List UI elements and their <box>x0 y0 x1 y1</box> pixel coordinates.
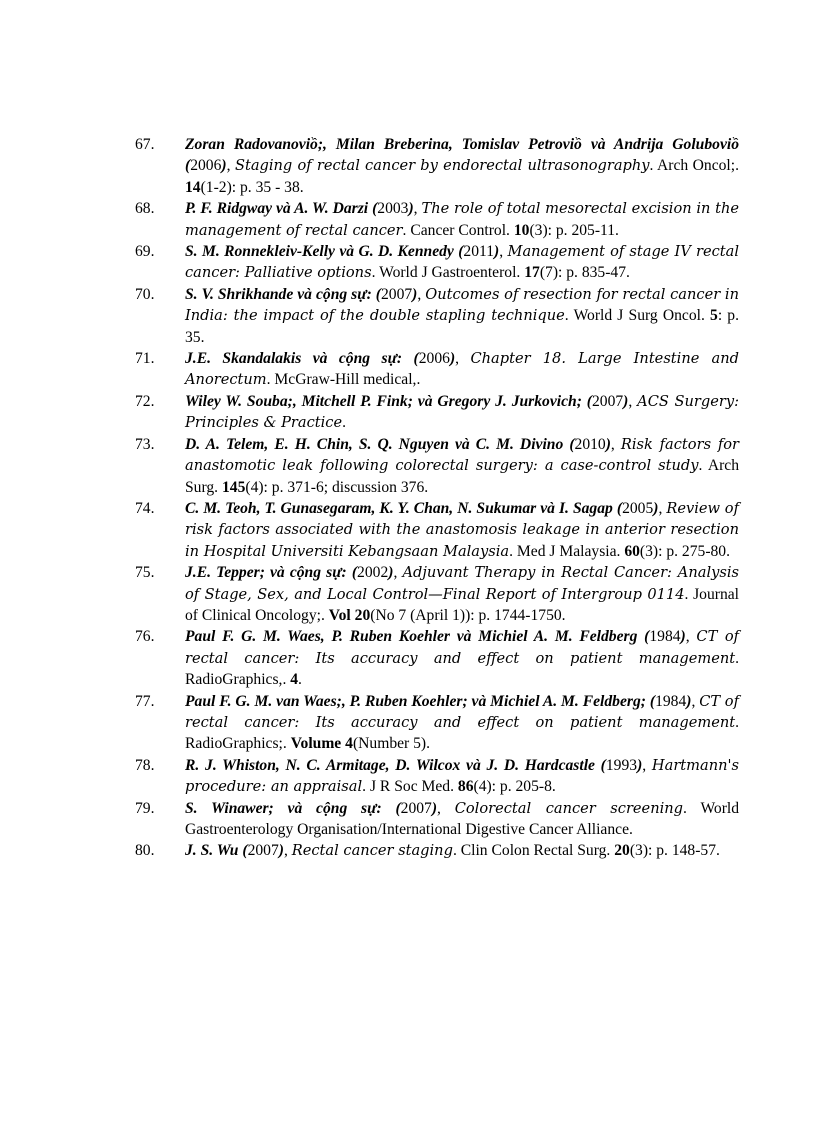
reference-text: P. F. Ridgway và A. W. Darzi (2003), The role of total mesorectal excision in the management of rectal cancer. Cancer Control. 10(3): p. 205-11. <box>185 200 739 239</box>
reference-pages: (No 7 (April 1)): p. 1744-1750. <box>370 606 566 624</box>
reference-year: 2005 <box>622 499 654 517</box>
reference-year: 1984 <box>655 692 687 710</box>
reference-pages: . <box>298 671 302 689</box>
reference-text: S. V. Shrikhande và cộng sự: (2007), Outcomes of resection for rectal cancer in India: the impact of the double stapling technique. World J Surg Oncol. 5: p. 35. <box>185 285 739 346</box>
reference-pages: : p. 35. <box>185 307 739 346</box>
reference-authors: J.E. Skandalakis và cộng sự: <box>185 350 414 368</box>
reference-year: 2007 <box>380 285 413 303</box>
reference-year: 2007 <box>400 799 432 817</box>
reference-item <box>135 798 739 841</box>
reference-number: 73. <box>135 435 155 453</box>
reference-year: 2007 <box>591 392 624 410</box>
reference-title: Risk factors for anastomotic leak following colorectal surgery: a case-control study <box>185 435 740 475</box>
reference-authors: S. V. Shrikhande và cộng sự: <box>185 285 376 303</box>
reference-pages: (1-2): p. 35 - 38. <box>200 178 304 196</box>
reference-item <box>135 284 739 348</box>
reference-volume: 86 <box>457 778 474 796</box>
reference-volume: 4 <box>290 671 299 689</box>
reference-authors: S. M. Ronnekleiv-Kelly và G. D. Kennedy <box>185 243 459 261</box>
reference-journal: Journal of Clinical Oncology;. <box>185 585 740 624</box>
reference-text: J. S. Wu (2007), Rectal cancer staging. Clin Colon Rectal Surg. 20(3): p. 148-57. <box>185 842 720 860</box>
reference-item <box>135 498 739 562</box>
reference-text: S. M. Ronnekleiv-Kelly và G. D. Kennedy (2011), Management of stage IV rectal cancer: Palliative options. World J Gastroenterol. 17(7): p. 835-47. <box>185 243 740 282</box>
reference-number: 79. <box>135 799 155 817</box>
reference-pages: (3): p. 148-57. <box>629 842 720 860</box>
reference-volume: 14 <box>185 178 201 196</box>
reference-year: 2003 <box>377 200 409 218</box>
reference-authors: S. Winawer; và cộng sự: <box>185 799 396 817</box>
reference-item <box>135 626 739 690</box>
reference-number: 69. <box>135 243 155 261</box>
reference-authors: Paul F. G. M. van Waes;, P. Ruben Koehler; và Michiel A. M. Feldberg; <box>185 692 650 710</box>
reference-journal: McGraw-Hill medical,. <box>274 371 421 389</box>
reference-authors: Wiley W. Souba;, Mitchell P. Fink; và Gregory J. Jurkovich; <box>185 392 587 410</box>
reference-text: Paul F. G. M. van Waes;, P. Ruben Koehler; và Michiel A. M. Feldberg; (1984), CT of rectal cancer: Its accuracy and effect on patient management. RadioGraphics;. Volume 4(Number 5). <box>185 692 739 753</box>
reference-item <box>135 391 739 434</box>
reference-volume: Vol 20 <box>328 606 371 624</box>
reference-text: C. M. Teoh, T. Gunasegaram, K. Y. Chan, N. Sukumar và I. Sagap (2005), Review of risk factors associated with the anastomosis leakage in anterior resection in Hospital Universiti Kebangsaan Malaysia. Med J Malaysia. 60(3): p. 275-80. <box>185 499 739 560</box>
reference-item <box>135 434 739 498</box>
reference-volume: 17 <box>524 264 540 282</box>
reference-title: Staging of rectal cancer by endorectal ultrasonography <box>234 157 650 175</box>
reference-text: D. A. Telem, E. H. Chin, S. Q. Nguyen và C. M. Divino (2010), Risk factors for anastomotic leak following colorectal surgery: a case-control study. Arch Surg. 145(4): p. 371-6; discussion 376. <box>185 435 740 496</box>
reference-text: Paul F. G. M. Waes, P. Ruben Koehler và Michiel A. M. Feldberg (1984), CT of rectal cancer: Its accuracy and effect on patient management. RadioGraphics,. 4. <box>185 628 740 689</box>
reference-text: Wiley W. Souba;, Mitchell P. Fink; và Gregory J. Jurkovich; (2007), ACS Surgery: Principles & Practice. <box>185 392 739 432</box>
reference-text: J.E. Tepper; và cộng sự: (2002), Adjuvant Therapy in Rectal Cancer: Analysis of Stage, Sex, and Local Control—Final Report of Intergroup 0114. Journal of Clinical Oncology;. Vol 20(No 7 (April 1)): p. 1744-1750. <box>185 564 740 624</box>
reference-volume: 20 <box>614 842 630 860</box>
reference-text: J.E. Skandalakis và cộng sự: (2006), Chapter 18. Large Intestine and Anorectum. McGraw-Hill medical,. <box>185 350 739 389</box>
reference-pages: (4): p. 205-8. <box>473 778 556 796</box>
reference-journal: World J Gastroenterol. <box>379 264 521 282</box>
reference-text: Zoran Radovanoviồ;, Milan Breberina, Tomislav Petroviồ và Andrija Goluboviồ (2006), Staging of rectal cancer by endorectal ultrasonography. Arch Oncol;. 14(1-2): p. 35 - 38. <box>185 136 739 196</box>
reference-year: 1993 <box>605 756 638 774</box>
reference-year: 2007 <box>247 842 279 860</box>
reference-volume: 145 <box>221 478 246 496</box>
reference-pages: (4): p. 371-6; discussion 376. <box>245 478 429 496</box>
reference-text: S. Winawer; và cộng sự: (2007), Colorectal cancer screening. World Gastroenterology Organisation/International Digestive Cancer Alliance. <box>185 799 740 838</box>
reference-title: Review of risk factors associated with the anastomosis leakage in anterior resection in Hospital Universiti Kebangsaan Malaysia <box>185 499 739 560</box>
reference-journal: World J Surg Oncol. <box>573 307 705 325</box>
reference-journal: Arch Oncol;. <box>657 157 739 175</box>
reference-number: 71. <box>135 350 155 368</box>
reference-title: Outcomes of resection for rectal cancer in India: the impact of the double stapling technique <box>185 285 739 325</box>
reference-item <box>135 198 739 241</box>
reference-item <box>135 134 739 198</box>
reference-pages: (7): p. 835-47. <box>539 264 630 282</box>
reference-authors: C. M. Teoh, T. Gunasegaram, K. Y. Chan, N. Sukumar và I. Sagap <box>185 499 617 517</box>
reference-year: 2006 <box>418 350 450 368</box>
reference-title: CT of rectal cancer: Its accuracy and effect on patient management <box>185 628 740 667</box>
reference-journal: Med J Malaysia. <box>516 542 625 560</box>
reference-text: R. J. Whiston, N. C. Armitage, D. Wilcox và J. D. Hardcastle (1993), Hartmann's procedure: an appraisal. J R Soc Med. 86(4): p. 205-8. <box>185 756 739 796</box>
reference-journal: Cancer Control. <box>410 221 510 239</box>
reference-item <box>135 755 739 798</box>
reference-item <box>135 840 739 861</box>
reference-authors: Paul F. G. M. Waes, P. Ruben Koehler và Michiel A. M. Feldberg <box>185 628 645 646</box>
reference-title: Chapter 18. Large Intestine and Anorectum <box>185 350 739 389</box>
reference-title: Rectal cancer staging <box>291 842 453 860</box>
reference-year: 2002 <box>357 564 389 582</box>
reference-number: 74. <box>135 499 155 517</box>
reference-volume: 60 <box>624 542 640 560</box>
reference-year: 2010 <box>574 435 606 453</box>
reference-title: Hartmann's procedure: an appraisal <box>185 756 739 796</box>
reference-authors: Zoran Radovanoviồ;, Milan Breberina, Tomislav Petroviồ và Andrija Goluboviồ <box>185 136 739 153</box>
reference-pages: (3): p. 205-11. <box>529 221 619 239</box>
reference-pages: (3): p. 275-80. <box>639 542 731 560</box>
reference-authors: R. J. Whiston, N. C. Armitage, D. Wilcox và J. D. Hardcastle <box>185 756 601 774</box>
reference-pages: (Number 5). <box>352 735 431 753</box>
reference-number: 70. <box>135 285 155 303</box>
reference-volume: 5 <box>710 307 718 325</box>
reference-title: Colorectal cancer screening <box>454 799 684 817</box>
reference-title: CT of rectal cancer: Its accuracy and effect on patient management <box>185 692 739 731</box>
reference-item <box>135 562 739 626</box>
reference-journal: RadioGraphics;. <box>185 735 287 753</box>
reference-journal: Clin Colon Rectal Surg. <box>460 842 611 860</box>
reference-item <box>135 241 739 284</box>
reference-title: Management of stage IV rectal cancer: Palliative options <box>185 243 740 282</box>
reference-authors: J.E. Tepper; và cộng sự: <box>185 564 352 582</box>
reference-title: The role of total mesorectal excision in the management of rectal cancer <box>185 200 739 239</box>
reference-number: 75. <box>135 564 155 582</box>
reference-authors: J. S. Wu <box>185 842 243 860</box>
reference-number: 77. <box>135 692 155 710</box>
reference-title: Adjuvant Therapy in Rectal Cancer: Analysis of Stage, Sex, and Local Control—Final Report of Intergroup 0114 <box>185 564 740 603</box>
reference-item <box>135 348 739 391</box>
reference-journal: World Gastroenterology Organisation/International Digestive Cancer Alliance. <box>185 799 740 838</box>
reference-list <box>135 134 739 862</box>
reference-year: 1984 <box>649 628 681 646</box>
reference-journal: RadioGraphics,. <box>185 671 287 689</box>
reference-volume: Volume 4 <box>290 735 353 753</box>
reference-number: 72. <box>135 392 155 410</box>
reference-journal: J R Soc Med. <box>369 778 454 796</box>
reference-number: 68. <box>135 200 155 218</box>
reference-item <box>135 691 739 755</box>
reference-year: 2006 <box>190 157 222 175</box>
reference-journal: Arch Surg. <box>185 457 740 496</box>
reference-number: 67. <box>135 136 155 153</box>
reference-number: 78. <box>135 756 155 774</box>
reference-number: 80. <box>135 842 155 860</box>
reference-title: ACS Surgery: Principles & Practice <box>185 392 739 432</box>
reference-authors: P. F. Ridgway và A. W. Darzi <box>185 200 373 218</box>
reference-authors: D. A. Telem, E. H. Chin, S. Q. Nguyen và C. M. Divino <box>185 435 570 453</box>
reference-year: 2011 <box>463 243 495 261</box>
reference-number: 76. <box>135 628 155 646</box>
reference-volume: 10 <box>513 221 530 239</box>
